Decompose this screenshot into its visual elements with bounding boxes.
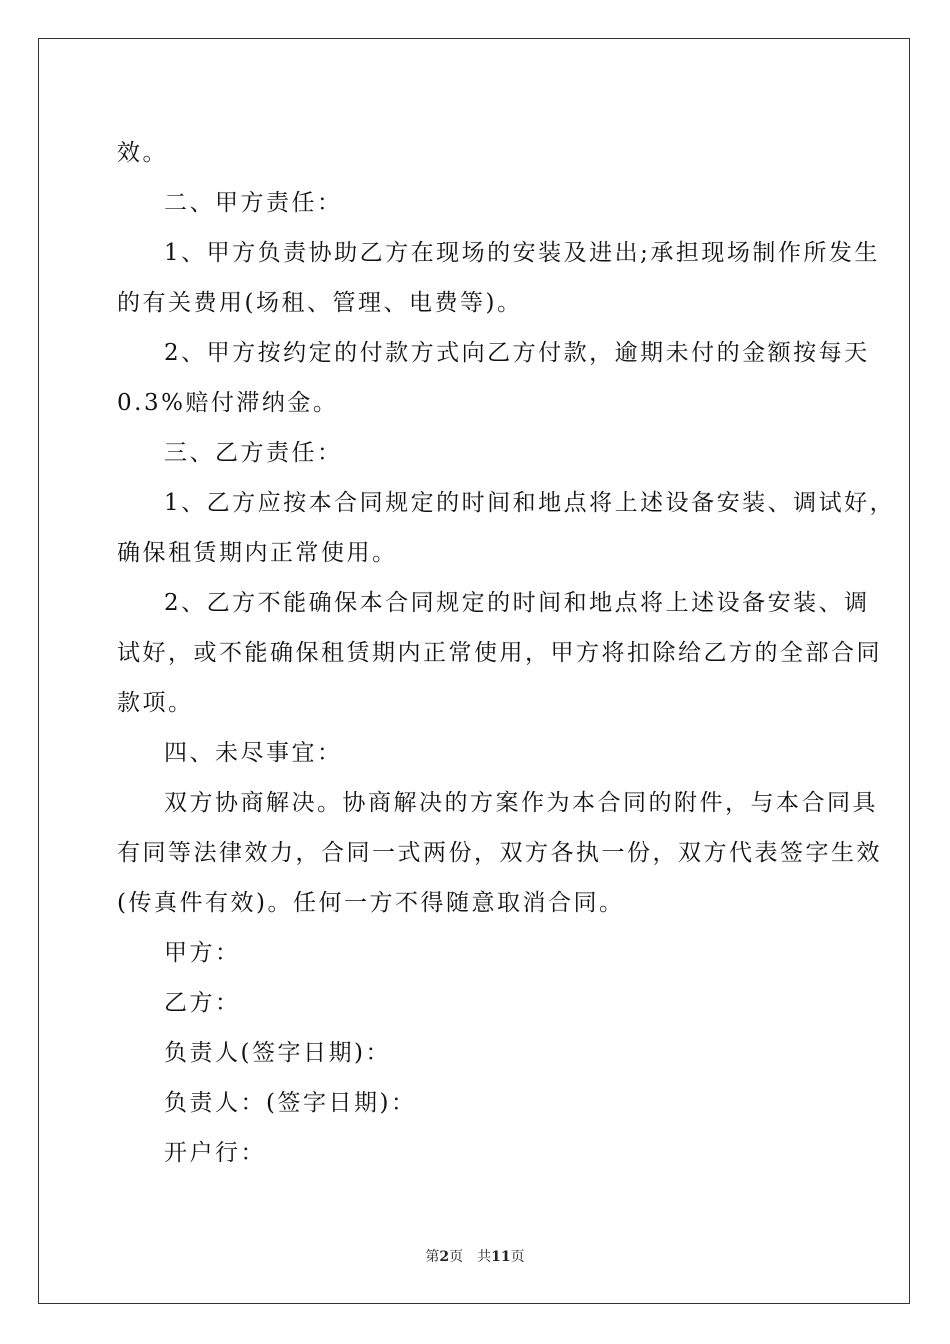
- text-line: 二、甲方责任：: [164, 190, 343, 216]
- text-line: 的有关费用(场租、管理、电费等)。: [117, 290, 523, 316]
- text-line: 乙方：: [164, 990, 241, 1016]
- text-line: 四、未尽事宜：: [164, 740, 343, 766]
- text-line: 双方协商解决。协商解决的方案作为本合同的附件，与本合同具: [164, 790, 878, 816]
- text-line: 负责人(签字日期)：: [164, 1040, 391, 1066]
- page-total: 11: [491, 1249, 511, 1265]
- page-suffix: 页: [449, 1249, 464, 1265]
- text-line: 款项。: [117, 690, 194, 716]
- text-line: (传真件有效)。任何一方不得随意取消合同。: [117, 890, 625, 916]
- text-line: 开户行：: [164, 1140, 266, 1166]
- text-line: 1、甲方负责协助乙方在现场的安装及进出;承担现场制作所发生: [164, 240, 880, 266]
- text-line: 有同等法律效力，合同一式两份，双方各执一份，双方代表签字生效: [117, 840, 882, 866]
- page-prefix: 第: [425, 1249, 440, 1265]
- text-line: 2、乙方不能确保本合同规定的时间和地点将上述设备安装、调: [164, 590, 870, 616]
- text-line: 效。: [117, 140, 168, 166]
- text-line: 0.3%赔付滞纳金。: [117, 390, 339, 416]
- page-current: 2: [439, 1249, 450, 1265]
- text-line: 负责人：(签字日期)：: [164, 1090, 417, 1116]
- text-line: 确保租赁期内正常使用。: [117, 540, 398, 566]
- text-line: 三、乙方责任：: [164, 440, 343, 466]
- total-prefix: 共: [477, 1249, 492, 1265]
- text-line: 1、乙方应按本合同规定的时间和地点将上述设备安装、调试好，: [164, 490, 896, 516]
- text-line: 甲方：: [164, 940, 241, 966]
- text-line: 2、甲方按约定的付款方式向乙方付款，逾期未付的金额按每天: [164, 340, 870, 366]
- page-footer: [0, 1246, 950, 1266]
- text-line: 试好，或不能确保租赁期内正常使用，甲方将扣除给乙方的全部合同: [117, 640, 882, 666]
- total-suffix: 页: [510, 1249, 525, 1265]
- document-body: [117, 128, 896, 1178]
